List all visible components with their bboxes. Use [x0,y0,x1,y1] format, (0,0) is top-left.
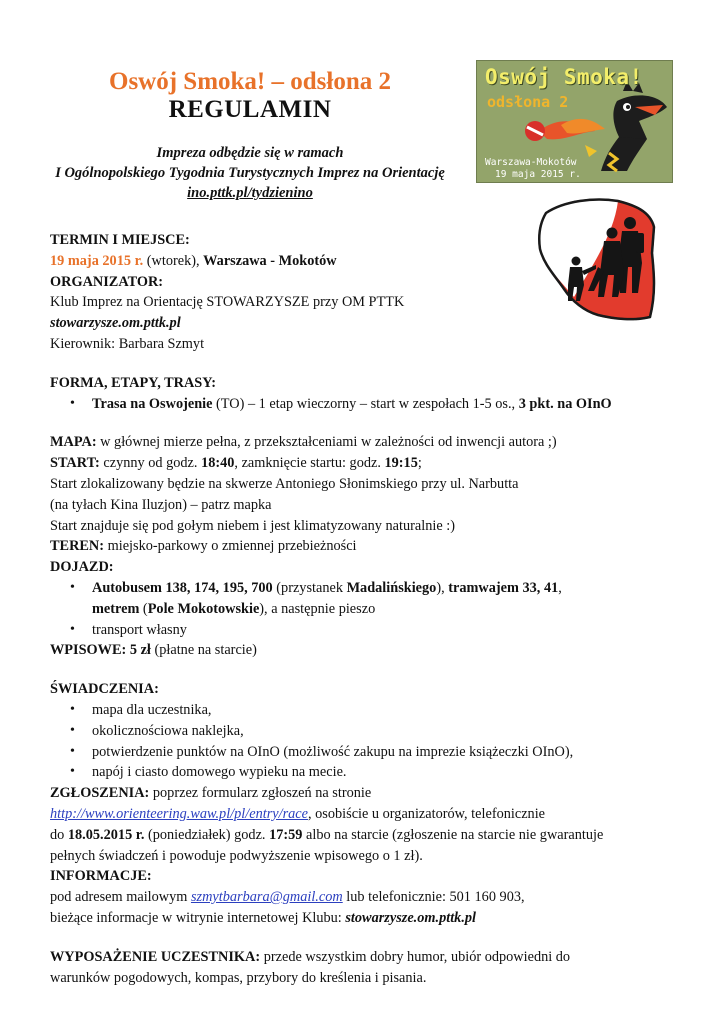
start-weather-note: Start znajduje się pod gołym niebem i jest klimatyzowany naturalnie :) [50,517,455,534]
metro-stop: Pole Mokotowskie [147,600,260,617]
wyposazenie-label: WYPOSAŻENIE UCZESTNIKA: [50,948,261,965]
club-site-link[interactable]: stowarzysze.om.pttk.pl [345,909,477,926]
route-name: Trasa na Oswojenie [92,395,213,412]
zgloszenia-text-3: do [50,826,68,843]
start-time-open: 18:40 [201,455,235,472]
page-title: Oswój Smoka! – odsłona 2 [109,68,391,95]
zgloszenia-text-2: , osobiście u organizatorów, telefonicznie [308,805,546,822]
list-item: • transport własny [50,620,690,641]
zgloszenia-text: poprzez formularz zgłoszeń na stronie [149,785,372,802]
wpisowe-label: WPISOWE: [50,642,127,659]
zgloszenia-line-3 [50,825,690,846]
logo-place: Warszawa-Mokotów [485,157,577,168]
swiadczenia-list [50,700,690,783]
termin-day: (wtorek), [143,252,204,269]
zgloszenia-label: ZGŁOSZENIA: [50,785,150,802]
wyposazenie-line-2: warunków pogodowych, kompas, przybory do kreślenia i pisania. [50,969,427,986]
termin-date: 19 maja 2015 r. [50,252,144,269]
bus-lines: Autobusem 138, 174, 195, 700 [92,579,273,596]
start-time-close: 19:15 [384,455,418,472]
page-subtitle: REGULAMIN [168,96,332,123]
organizator-manager: Kierownik: Barbara Szmyt [50,335,205,352]
list-item: • okolicznościowa naklejka, [50,721,690,742]
bus-stop-post: ), [436,579,449,596]
zgloszenia-text-5: albo na starcie (zgłoszenie na starcie nie gwarantuje [302,826,604,843]
mapa-label: MAPA: [50,434,97,451]
informacje-text: pod adresem mailowym [50,889,191,906]
start-location-note: (na tyłach Kina Iluzjon) – patrz mapka [50,496,272,513]
logo-date: 19 maja 2015 r. [495,169,581,180]
regulations-content [50,230,690,988]
event-logo [476,60,673,183]
bus-stop-pre: (przystanek [272,579,347,596]
route-points: 3 pkt. na OInO [518,395,612,412]
termin-place: Warszawa - Mokotów [203,252,337,269]
intro-block [30,143,470,203]
logo-title: Oswój Smoka! [485,65,643,89]
metro-label: metrem [92,600,140,617]
informacje-line [50,887,690,908]
email-link[interactable]: szmytbarbara@gmail.com [190,889,343,906]
start-line [50,453,690,474]
start-text: czynny od godz. [99,455,202,472]
informacje-phone: lub telefonicznie: 501 160 903, [342,889,525,906]
list-item: • mapa dla uczestnika, [50,700,690,721]
list-item: • napój i ciasto domowego wypieku na mecie. [50,762,690,783]
forma-heading: FORMA, ETAPY, TRASY: [50,374,217,391]
start-text-close: , zamknięcie startu: godz. [234,455,385,472]
bus-stop: Madalińskiego [346,579,437,596]
dojazd-list [50,578,690,640]
logo-subtitle: odsłona 2 [487,93,569,111]
metro-pre: ( [139,600,148,617]
dojazd-heading: DOJAZD: [50,559,114,576]
tram-lines: tramwajem 33, 41 [448,579,559,596]
wpisowe-amount: 5 zł [126,642,151,659]
start-label: START: [50,455,100,472]
metro-line [92,599,690,620]
termin-heading: TERMIN I MIEJSCE: [50,232,190,248]
swiadczenia-heading: ŚWIADCZENIA: [50,681,159,698]
teren-line [50,536,690,557]
intro-line-2: I Ogólnopolskiego Tygodnia Turystycznych Imprez na Orientację [55,165,445,181]
zgloszenia-line-4: pełnych świadczeń i powoduje podwyższenie wpisowego o 1 zł). [50,847,423,864]
wpisowe-note: (płatne na starcie) [150,642,257,659]
intro-link[interactable]: ino.pttk.pl/tydzienino [187,185,313,201]
list-item: • potwierdzenie punktów na OInO (możliwość zakupu na imprezie książeczki OInO), [50,742,690,763]
organizator-site[interactable]: stowarzysze.om.pttk.pl [50,315,181,332]
start-location: Start zlokalizowany będzie na skwerze Antoniego Słonimskiego przy ul. Narbutta [50,475,519,492]
intro-line-1: Impreza odbędzie się w ramach [156,145,344,161]
wpisowe-line [50,640,690,661]
wyposazenie-line [50,947,690,968]
informacje-text-2: bieżące informacje w witrynie internetowej Klubu: [50,909,346,926]
forma-list [50,394,690,415]
metro-post: ), a następnie pieszo [259,600,376,617]
organizator-heading: ORGANIZATOR: [50,273,164,290]
teren-text: miejsko-parkowy o zmiennej przebieżności [104,538,357,555]
list-item [50,578,690,620]
zgloszenia-deadline: 18.05.2015 r. [67,826,145,843]
zgloszenia-line-2 [50,804,690,825]
organizator-club: Klub Imprez na Orientację STOWARZYSZE przy OM PTTK [50,294,405,311]
list-item [50,394,690,415]
zgloszenia-text-4: (poniedziałek) godz. [144,826,270,843]
zgloszenia-line [50,783,690,804]
start-text-end: ; [417,455,422,472]
termin-line [50,251,690,272]
route-desc: (TO) – 1 etap wieczorny – start w zespołach 1-5 os., [212,395,519,412]
teren-label: TEREN: [50,538,105,555]
mapa-text: w głównej mierze pełna, z przekształceniami w zależności od inwencji autora ;) [96,434,557,451]
entry-form-link[interactable]: http://www.orienteering.waw.pl/pl/entry/race [50,805,308,822]
tram-comma: , [558,579,562,596]
wyposazenie-text: przede wszystkim dobry humor, ubiór odpowiedni do [260,948,571,965]
zgloszenia-deadline-time: 17:59 [269,826,303,843]
informacje-line-2 [50,908,690,929]
informacje-heading: INFORMACJE: [50,868,152,885]
mapa-line [50,432,690,453]
